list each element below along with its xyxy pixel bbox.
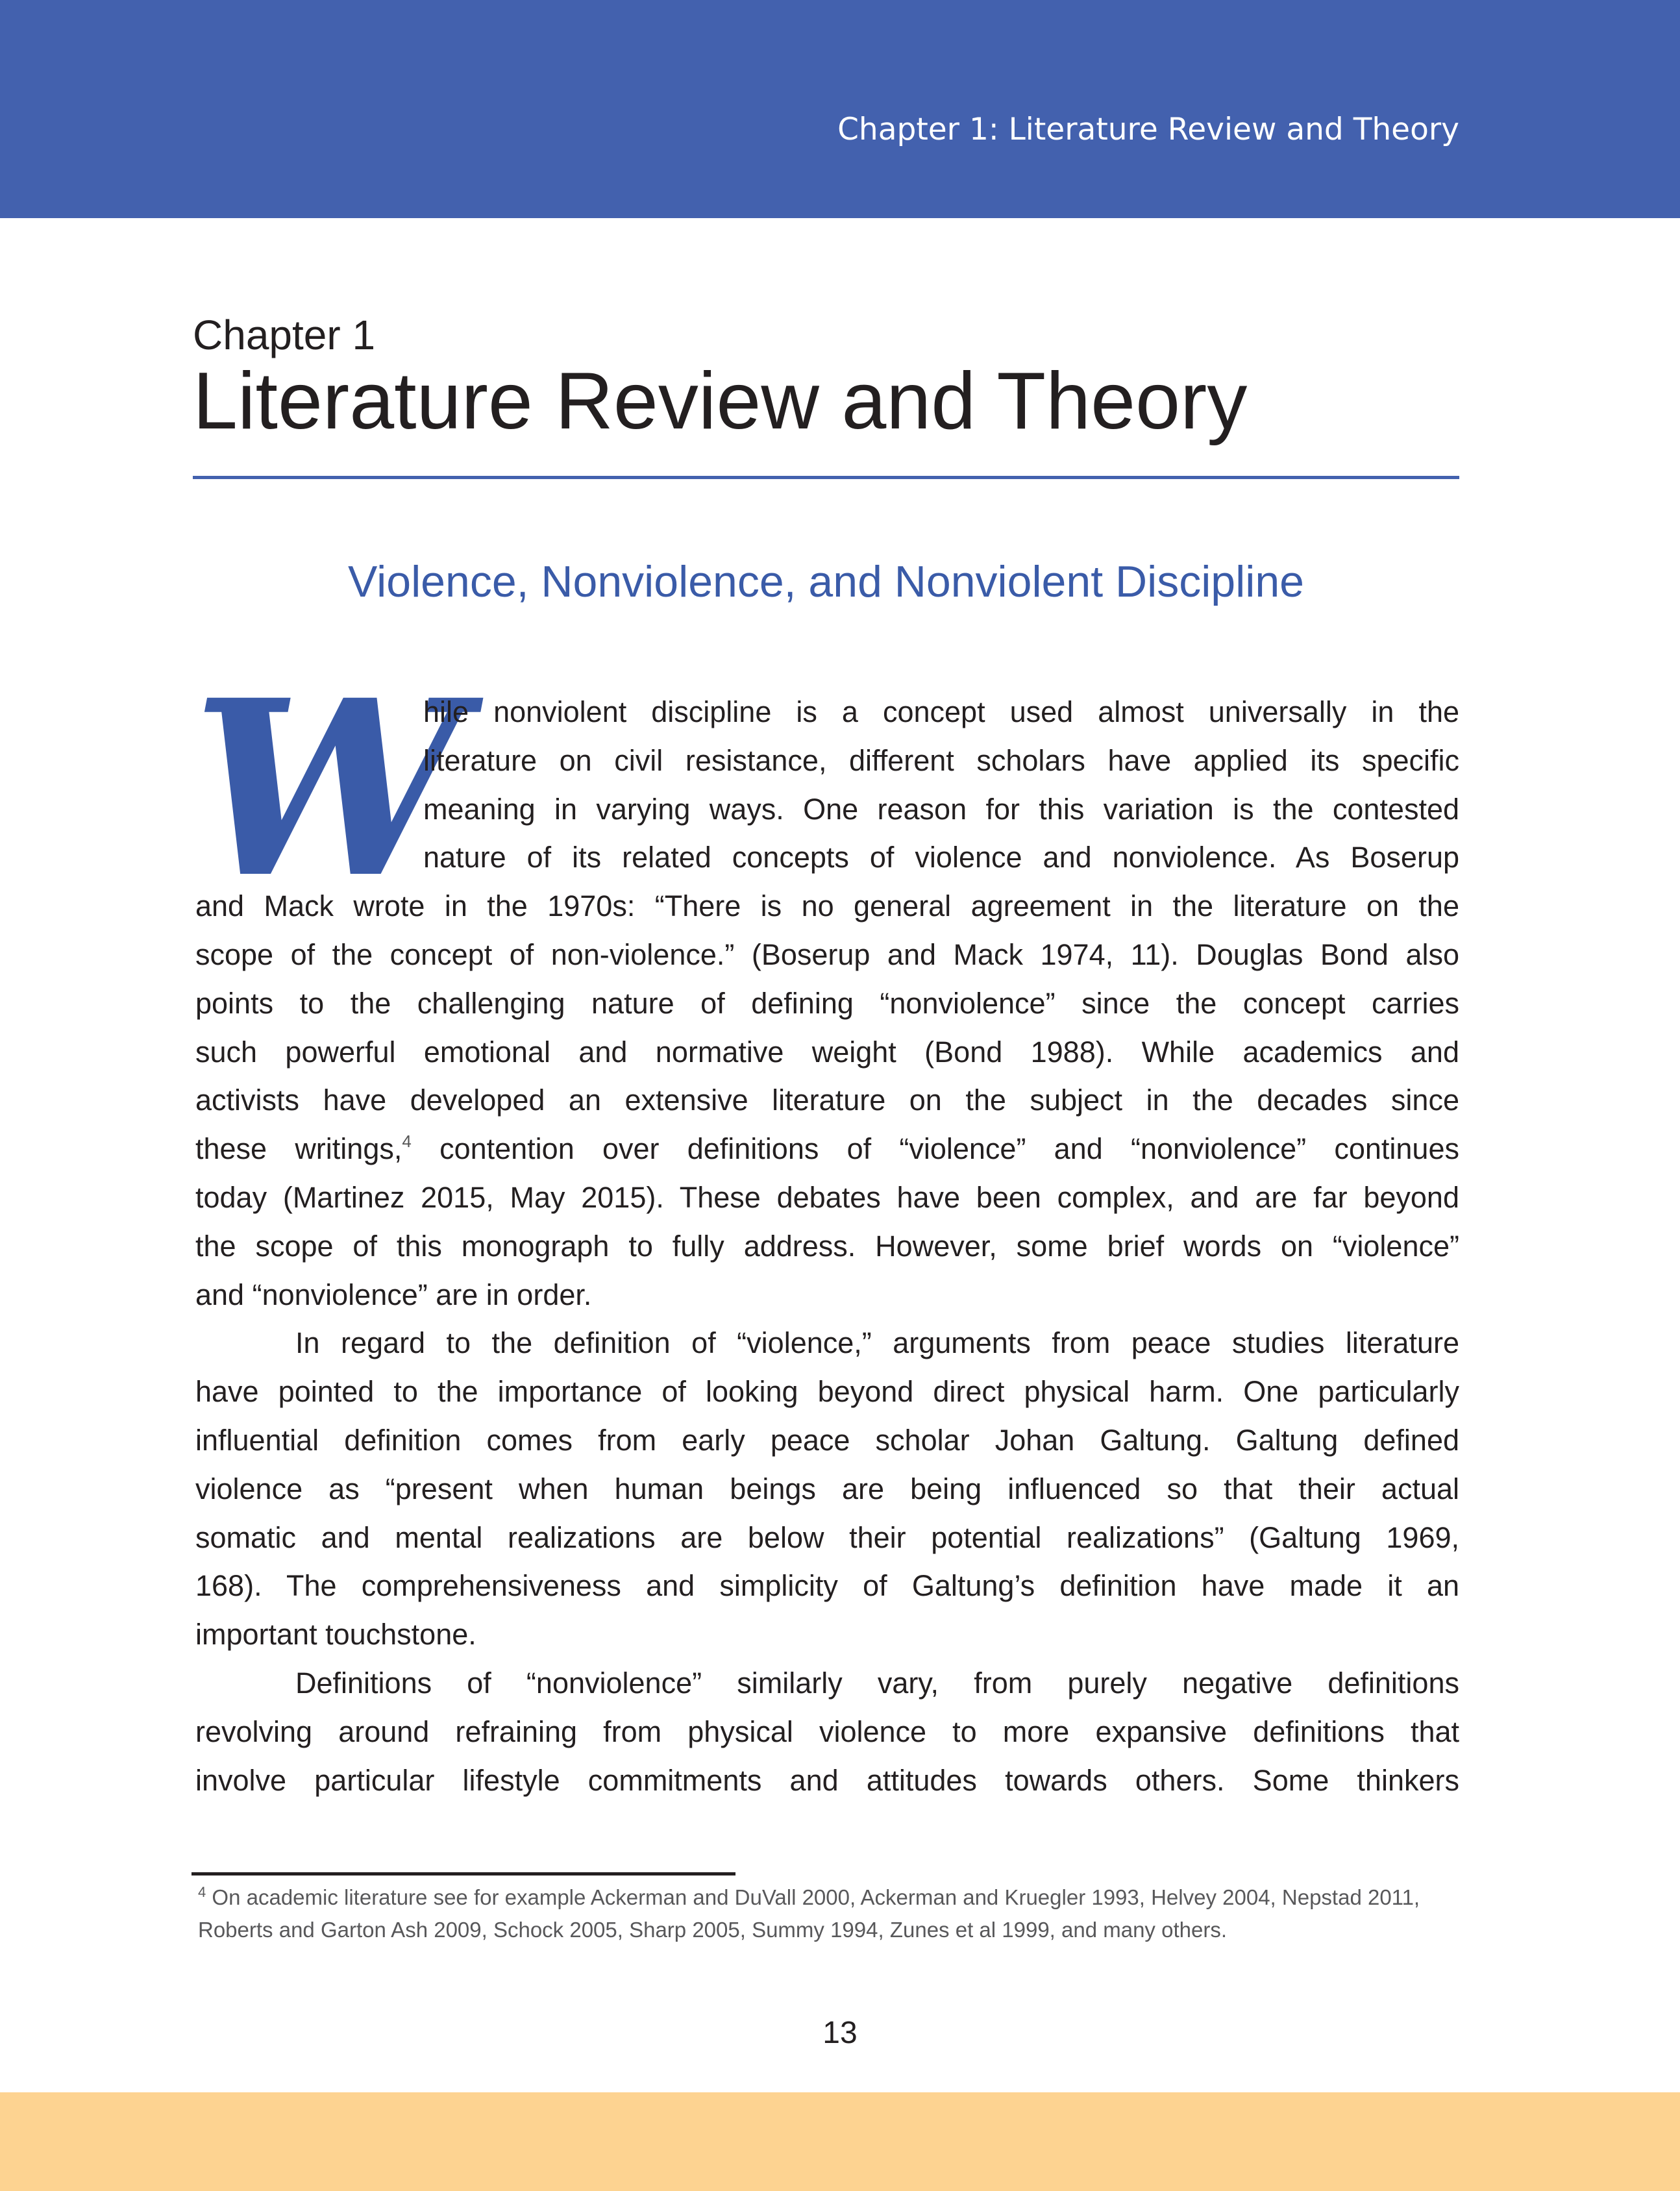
body-line-text: involve particular lifestyle commitments and attitudes towards others. Some thinkers xyxy=(195,1763,1459,1797)
body-line xyxy=(195,1757,1459,1805)
page-number: 13 xyxy=(822,2016,858,2050)
body-line-text: Definitions of “nonviolence” similarly vary, from purely negative definitions xyxy=(295,1666,1459,1700)
body-line-text: today (Martinez 2015, May 2015). These debates have been complex, and are far beyond xyxy=(195,1180,1459,1214)
body-line xyxy=(195,1368,1459,1417)
body-line-text: scope of the concept of non-violence.” (Boserup and Mack 1974, 11). Douglas Bond also xyxy=(195,937,1459,971)
title-divider xyxy=(193,476,1459,479)
body-line xyxy=(195,1708,1459,1757)
body-line-text-part: these writings, xyxy=(195,1132,402,1166)
body-line-text: influential definition comes from early peace scholar Johan Galtung. Galtung defined xyxy=(195,1423,1459,1457)
footnote-divider xyxy=(191,1872,735,1875)
body-line xyxy=(195,1659,1459,1708)
footnote-line xyxy=(198,1881,1459,1914)
running-head: Chapter 1: Literature Review and Theory xyxy=(837,112,1459,147)
footnote-reference[interactable]: 4 xyxy=(402,1132,412,1152)
body-line xyxy=(423,834,1459,882)
footnote-marker: 4 xyxy=(198,1884,206,1900)
body-line-text: hile nonviolent discipline is a concept used almost universally in the xyxy=(423,695,1459,728)
body-line xyxy=(423,786,1459,834)
body-line-text: meaning in varying ways. One reason for this variation is the contested xyxy=(423,792,1459,826)
body-line-text: such powerful emotional and normative weight (Bond 1988). While academics and xyxy=(195,1035,1459,1069)
body-line xyxy=(195,1125,1459,1174)
body-line xyxy=(195,931,1459,980)
body-line xyxy=(423,688,1459,737)
body-line xyxy=(195,1465,1459,1514)
body-line xyxy=(195,1271,1459,1320)
body-line-text: 168). The comprehensiveness and simplicity of Galtung’s definition have made it an xyxy=(195,1569,1459,1603)
body-line-text: and “nonviolence” are in order. xyxy=(195,1278,592,1311)
body-line-text: the scope of this monograph to fully address. However, some brief words on “violence” xyxy=(195,1229,1459,1263)
footnote-line xyxy=(198,1914,1459,1946)
body-line-text: revolving around refraining from physical violence to more expansive definitions that xyxy=(195,1714,1459,1748)
body-line xyxy=(195,1174,1459,1222)
body-line xyxy=(423,737,1459,786)
body-text xyxy=(195,688,1459,1805)
footer-band xyxy=(0,2092,1680,2191)
body-line-text: somatic and mental realizations are below their potential realizations” (Galtung 1969, xyxy=(195,1520,1459,1554)
body-line-text: violence as “present when human beings are being influenced so that their actual xyxy=(195,1472,1459,1505)
body-line-text: points to the challenging nature of defining “nonviolence” since the concept carries xyxy=(195,986,1459,1020)
body-line xyxy=(195,1028,1459,1077)
body-line xyxy=(195,1562,1459,1611)
footnote xyxy=(198,1881,1459,1946)
body-line-text: important touchstone. xyxy=(195,1618,476,1652)
chapter-label: Chapter 1 xyxy=(193,312,376,358)
body-line-text-part: contention over definitions of “violence” and “nonviolence” continues xyxy=(439,1132,1459,1166)
body-line xyxy=(195,1611,1459,1659)
body-line xyxy=(195,1076,1459,1125)
section-heading: Violence, Nonviolence, and Nonviolent Discipline xyxy=(348,557,1304,606)
body-line xyxy=(195,1417,1459,1465)
body-line-text xyxy=(195,1132,1459,1165)
body-line-text: activists have developed an extensive literature on the subject in the decades since xyxy=(195,1083,1459,1117)
body-line-text: In regard to the definition of “violence,” arguments from peace studies literature xyxy=(295,1326,1459,1360)
body-line xyxy=(195,882,1459,931)
footnote-text: On academic literature see for example Ackerman and DuVall 2000, Ackerman and Kruegler 1993, Helvey 2004, Nepstad 2011, xyxy=(212,1885,1420,1909)
body-line-text: literature on civil resistance, different scholars have applied its specific xyxy=(423,743,1459,777)
body-line xyxy=(195,980,1459,1028)
body-line xyxy=(195,1514,1459,1563)
body-line xyxy=(195,1222,1459,1271)
drop-cap: W xyxy=(192,647,463,931)
header-band xyxy=(0,0,1680,218)
body-line-text: nature of its related concepts of violence and nonviolence. As Boserup xyxy=(423,841,1459,874)
body-line xyxy=(195,1319,1459,1368)
body-line-text: and Mack wrote in the 1970s: “There is no general agreement in the literature on the xyxy=(195,889,1459,923)
footnote-text: Roberts and Garton Ash 2009, Schock 2005, Sharp 2005, Summy 1994, Zunes et al 1999, and many others. xyxy=(198,1918,1227,1942)
chapter-title: Literature Review and Theory xyxy=(193,356,1248,446)
body-line-text: have pointed to the importance of looking beyond direct physical harm. One particularly xyxy=(195,1375,1459,1409)
